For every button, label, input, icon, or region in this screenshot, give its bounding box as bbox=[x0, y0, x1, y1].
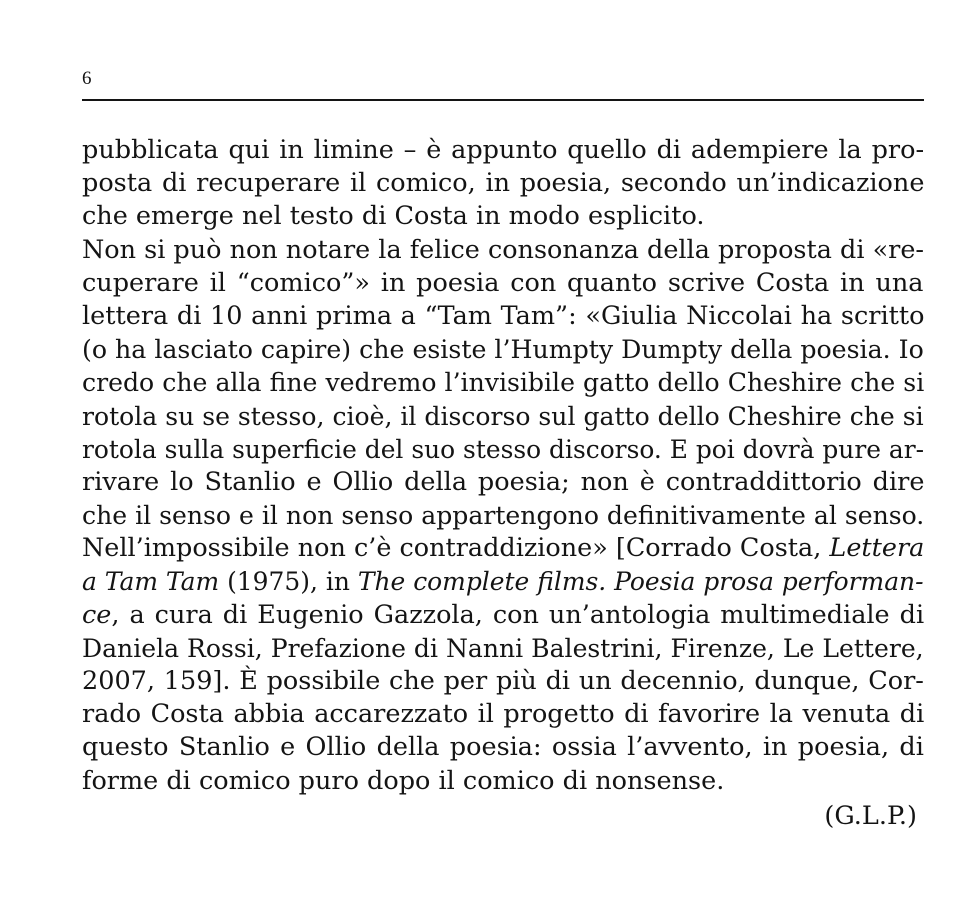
text-segment: forme di comico puro dopo il comico di nonsense. bbox=[82, 765, 725, 796]
text-line bbox=[82, 599, 924, 632]
text-segment: (1975), in bbox=[219, 567, 358, 597]
text-line bbox=[82, 499, 924, 532]
text-segment: credo che alla fine vedremo l’invisibile gatto dello Cheshire che si bbox=[82, 368, 924, 398]
text-segment: Non si può non notare la felice consonanza della proposta di «re- bbox=[82, 234, 924, 265]
text-line bbox=[82, 632, 924, 665]
italic-text: ce bbox=[82, 599, 112, 630]
text-segment: (o ha lasciato capire) che esiste l’Humpty Dumpty della poesia. Io bbox=[82, 335, 924, 365]
text-segment: rivare lo Stanlio e Ollio della poesia; non è contraddittorio dire bbox=[82, 466, 924, 497]
text-segment: questo Stanlio e Ollio della poesia: ossia l’avvento, in poesia, di bbox=[82, 732, 924, 763]
text-segment: che il senso e il non senso appartengono definitivamente al senso. bbox=[82, 501, 924, 531]
text-segment: Daniela Rossi, Prefazione di Nanni Balestrini, Firenze, Le Lettere, bbox=[82, 633, 924, 663]
italic-text: a Tam Tam bbox=[82, 567, 220, 597]
text-segment: rotola sulla superficie del suo stesso discorso. E poi dovrà pure ar- bbox=[82, 434, 924, 464]
text-line bbox=[82, 698, 924, 731]
text-line bbox=[82, 400, 924, 433]
text-line bbox=[82, 366, 924, 399]
header-rule bbox=[82, 99, 924, 101]
text-segment: cuperare il “comico”» in poesia con quanto scrive Costa in una bbox=[82, 267, 924, 298]
text-line bbox=[82, 532, 924, 565]
text-line bbox=[82, 267, 924, 300]
text-line bbox=[82, 134, 924, 167]
text-segment: Nell’impossibile non c’è contraddizione» [Corrado Costa, bbox=[82, 533, 830, 564]
text-segment: pubblicata qui in limine – è appunto quello di adempiere la pro- bbox=[82, 135, 924, 165]
italic-text: The complete films. Poesia prosa performan- bbox=[357, 567, 924, 597]
text-segment: lettera di 10 anni prima a “Tam Tam”: «Giulia Niccolai ha scritto bbox=[82, 300, 924, 331]
text-line bbox=[82, 333, 924, 366]
text-line bbox=[82, 466, 924, 499]
signature: (G.L.P.) bbox=[824, 801, 917, 831]
page-number: 6 bbox=[82, 68, 92, 89]
text-line bbox=[82, 665, 924, 698]
text-segment: che emerge nel testo di Costa in modo esplicito. bbox=[82, 201, 705, 232]
body-text bbox=[82, 134, 924, 798]
text-line bbox=[82, 167, 924, 200]
text-line bbox=[82, 300, 924, 333]
text-line bbox=[82, 765, 924, 798]
text-segment: rado Costa abbia accarezzato il progetto di favorire la venuta di bbox=[82, 699, 924, 730]
text-segment: posta di recuperare il comico, in poesia, secondo un’indicazione bbox=[82, 168, 924, 199]
text-line bbox=[82, 731, 924, 764]
text-line bbox=[82, 200, 924, 233]
italic-text: Lettera bbox=[829, 533, 924, 564]
text-segment: , a cura di Eugenio Gazzola, con un’antologia multimediale di bbox=[111, 599, 924, 630]
text-segment: 2007, 159]. È possibile che per più di un decennio, dunque, Cor- bbox=[82, 666, 924, 696]
text-line bbox=[82, 433, 924, 466]
text-line bbox=[82, 565, 924, 598]
text-segment: rotola su se stesso, cioè, il discorso sul gatto dello Cheshire che si bbox=[82, 401, 924, 431]
text-line bbox=[82, 234, 924, 267]
